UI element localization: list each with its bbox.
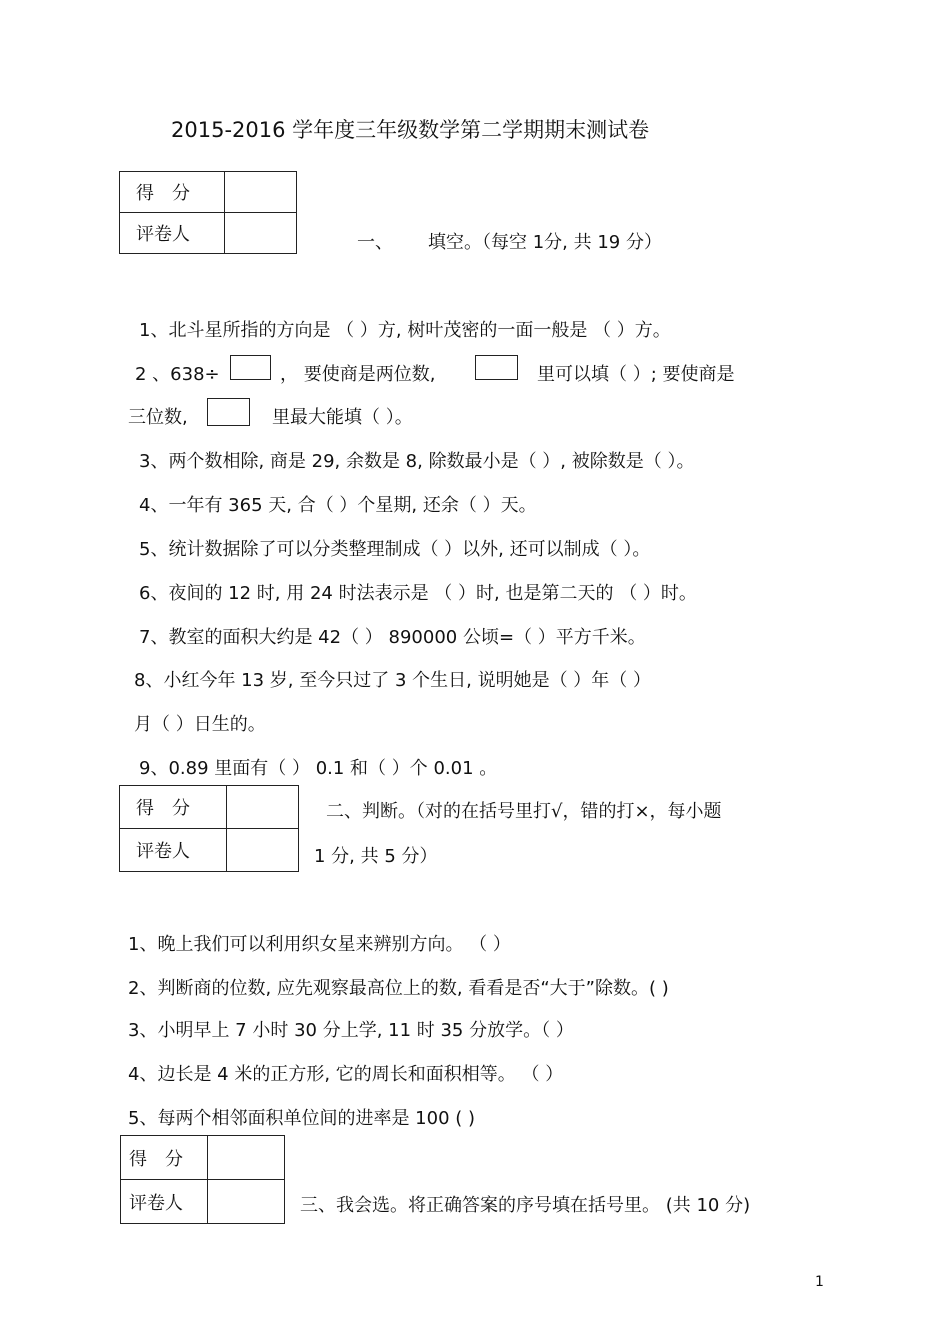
- question-1-3: 3、两个数相除, 商是 29, 余数是 8, 除数最小是（ ）, 被除数是（ ）。: [139, 451, 695, 472]
- question-1-2-b: ， 要使商是两位数,: [280, 364, 436, 385]
- page-number: 1: [815, 1274, 824, 1290]
- grader-label: 评卷人: [120, 829, 227, 872]
- question-2-5: 5、每两个相邻面积单位间的进率是 100 ( ): [128, 1108, 476, 1129]
- question-1-2-a: 2 、638÷: [135, 364, 220, 385]
- score-table-1: [119, 171, 297, 254]
- question-2-2: 2、判断商的位数, 应先观察最高位上的数, 看看是否“大于”除数。( ): [128, 978, 669, 999]
- score-table-3: [120, 1135, 285, 1224]
- question-1-2-c: 里可以填（ ）; 要使商是: [537, 364, 735, 385]
- score-label: 得 分: [121, 1136, 208, 1180]
- section1-heading: 填空。（每空 1分, 共 19 分）: [428, 232, 662, 253]
- grader-cell[interactable]: [225, 213, 297, 254]
- question-1-8-cont: 月（ ）日生的。: [134, 714, 266, 735]
- section1-number: 一、: [357, 232, 393, 253]
- score-cell[interactable]: [225, 172, 297, 213]
- question-1-2-e: 里最大能填（ ）。: [272, 407, 413, 428]
- grader-label: 评卷人: [121, 1180, 208, 1224]
- grader-cell[interactable]: [208, 1180, 285, 1224]
- question-1-6: 6、夜间的 12 时, 用 24 时法表示是 （ ）时, 也是第二天的 （ ）时。: [139, 583, 697, 604]
- section2-heading: 二、判断。（对的在括号里打√，错的打×，每小题: [326, 801, 722, 822]
- question-1-1: 1、北斗星所指的方向是 （ ）方, 树叶茂密的一面一般是 （ ）方。: [139, 320, 671, 341]
- question-1-7: 7、教室的面积大约是 42（ ） 890000 公顷=（ ）平方千米。: [139, 627, 646, 648]
- score-cell[interactable]: [208, 1136, 285, 1180]
- answer-box-inline[interactable]: [207, 398, 250, 426]
- answer-box-inline[interactable]: [230, 355, 271, 380]
- grader-label: 评卷人: [120, 213, 225, 254]
- score-table-2: [119, 785, 299, 872]
- score-cell[interactable]: [227, 786, 299, 829]
- grader-cell[interactable]: [227, 829, 299, 872]
- page-title: 2015-2016 学年度三年级数学第二学期期末测试卷: [171, 118, 650, 142]
- question-2-4: 4、边长是 4 米的正方形, 它的周长和面积相等。 （ ）: [128, 1064, 564, 1085]
- score-label: 得 分: [120, 786, 227, 829]
- question-2-3: 3、小明早上 7 小时 30 分上学, 11 时 35 分放学。（ ）: [128, 1020, 574, 1041]
- score-label: 得 分: [120, 172, 225, 213]
- question-1-9: 9、0.89 里面有（ ） 0.1 和（ ）个 0.01 。: [139, 758, 498, 779]
- section3-heading: 三、我会选。将正确答案的序号填在括号里。 (共 10 分): [300, 1195, 751, 1216]
- question-1-8: 8、小红今年 13 岁, 至今只过了 3 个生日, 说明她是（ ）年（ ）: [134, 670, 652, 691]
- question-1-4: 4、一年有 365 天, 合（ ）个星期, 还余（ ）天。: [139, 495, 537, 516]
- question-1-5: 5、统计数据除了可以分类整理制成（ ）以外, 还可以制成（ ）。: [139, 539, 651, 560]
- question-2-1: 1、晚上我们可以利用织女星来辨别方向。 （ ）: [128, 934, 511, 955]
- section2-heading-cont: 1 分, 共 5 分）: [314, 846, 438, 867]
- answer-box-inline[interactable]: [475, 355, 518, 380]
- question-1-2-d: 三位数,: [128, 407, 188, 428]
